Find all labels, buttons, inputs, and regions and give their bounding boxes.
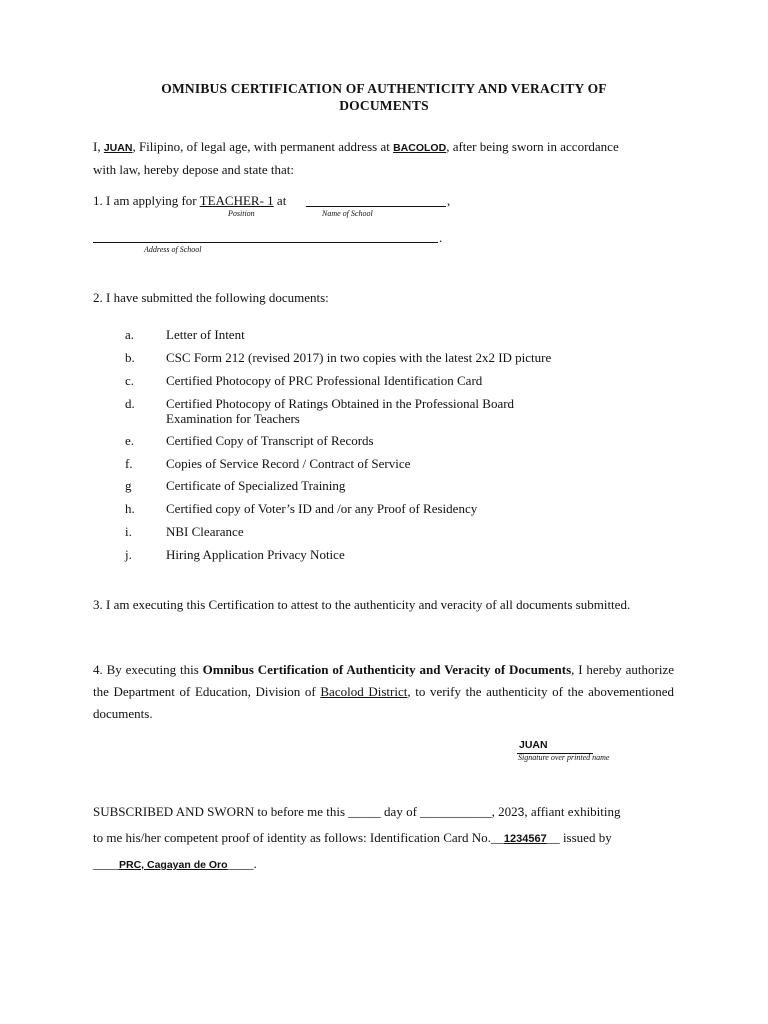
list-item-text: Certificate of Specialized Training (166, 478, 346, 493)
item-1-at: at (273, 193, 287, 208)
affiant-address: BACOLOD (393, 142, 447, 154)
sworn-line-3 (93, 856, 257, 872)
sworn-line-1-end: , affiant exhibiting (524, 804, 621, 819)
list-item-text: NBI Clearance (166, 524, 244, 539)
issued-by: PRC, Cagayan de Oro (119, 859, 228, 871)
sworn-line-2-end: issued by (559, 830, 612, 845)
sworn-line-2 (93, 830, 612, 846)
signature-name: JUAN (519, 739, 548, 751)
item-4-prefix: 4. By executing this (93, 662, 203, 677)
item-1-comma: , (447, 193, 451, 208)
list-item-text-continued: Examination for Teachers (166, 411, 300, 426)
item-1-line (93, 193, 286, 209)
applied-position: TEACHER- 1 (199, 193, 274, 208)
item-3-paragraph: 3. I am executing this Certification to attest to the authenticity and veracity of all documents submitted. (93, 597, 631, 612)
document-title (100, 80, 668, 114)
issued-by-pre: ____ (93, 856, 119, 871)
list-item-text: Certified Copy of Transcript of Records (166, 433, 374, 448)
list-item-text: Copies of Service Record / Contract of Service (166, 456, 411, 471)
sworn-line-2-text: to me his/her competent proof of identity as follows: Identification Card No. (93, 830, 491, 845)
list-item-text: Letter of Intent (166, 327, 245, 342)
list-item-letter: j. (125, 547, 132, 562)
issued-by-post: ____ (227, 856, 254, 871)
sworn-line-1-text: SUBSCRIBED AND SWORN to before me this _____ day of ___________, 202 (93, 804, 518, 819)
affiant-name: JUAN (103, 142, 133, 154)
list-item-letter: b. (125, 350, 135, 365)
list-item-text: Certified Photocopy of PRC Professional Identification Card (166, 373, 483, 388)
caption-school: Name of School (322, 209, 373, 218)
title-line-1: OMNIBUS CERTIFICATION OF AUTHENTICITY AND VERACITY OF (161, 81, 607, 96)
list-item-text: Certified Photocopy of Ratings Obtained in the Professional Board (166, 396, 515, 411)
list-item-letter: a. (125, 327, 135, 342)
sworn-year-digit: 3 (517, 805, 525, 819)
item-1-prefix: 1. I am applying for (93, 193, 200, 208)
list-item-letter: e. (125, 433, 135, 448)
list-item-letter: c. (125, 373, 135, 388)
list-item-letter: h. (125, 501, 135, 516)
item-4-paragraph (93, 659, 674, 725)
id-card-number: 1234567 (503, 833, 547, 845)
caption-position: Position (228, 209, 255, 218)
division-name: Bacolod District (320, 684, 408, 699)
intro-line-2: with law, hereby depose and state that: (93, 162, 294, 177)
list-item-text: Hiring Application Privacy Notice (166, 547, 345, 562)
school-address-blank (93, 242, 438, 243)
intro-suffix: , after being sworn in accordance (446, 139, 619, 154)
item-2-intro: 2. I have submitted the following documents: (93, 290, 329, 305)
list-item-text: CSC Form 212 (revised 2017) in two copies with the latest 2x2 ID picture (166, 350, 552, 365)
sworn-end: . (253, 856, 257, 871)
list-item-letter: d. (125, 396, 135, 411)
id-number-pre: __ (490, 830, 504, 845)
list-item-letter: f. (125, 456, 133, 471)
title-line-2: DOCUMENTS (339, 98, 429, 113)
item-4-suffix: , to verify the authenticity of the abovementioned documents. (93, 684, 674, 721)
intro-prefix: I, (93, 139, 104, 154)
list-item-text: Certified copy of Voter’s ID and /or any Proof of Residency (166, 501, 478, 516)
id-number-post: __ (546, 830, 560, 845)
signature-caption: Signature over printed name (518, 753, 610, 762)
intro-line-1 (93, 139, 619, 155)
list-item-letter: g (125, 478, 132, 493)
item-4-document-title: Omnibus Certification of Authenticity and Veracity of Documents (202, 662, 572, 677)
item-4-mid: , I hereby authorize the Department of Education, Division of (93, 662, 674, 699)
list-item-letter: i. (125, 524, 132, 539)
caption-address: Address of School (144, 245, 202, 254)
intro-mid: , Filipino, of legal age, with permanent address at (132, 139, 394, 154)
address-end: . (439, 230, 443, 245)
school-name-blank (306, 206, 446, 207)
sworn-line-1 (93, 804, 621, 820)
